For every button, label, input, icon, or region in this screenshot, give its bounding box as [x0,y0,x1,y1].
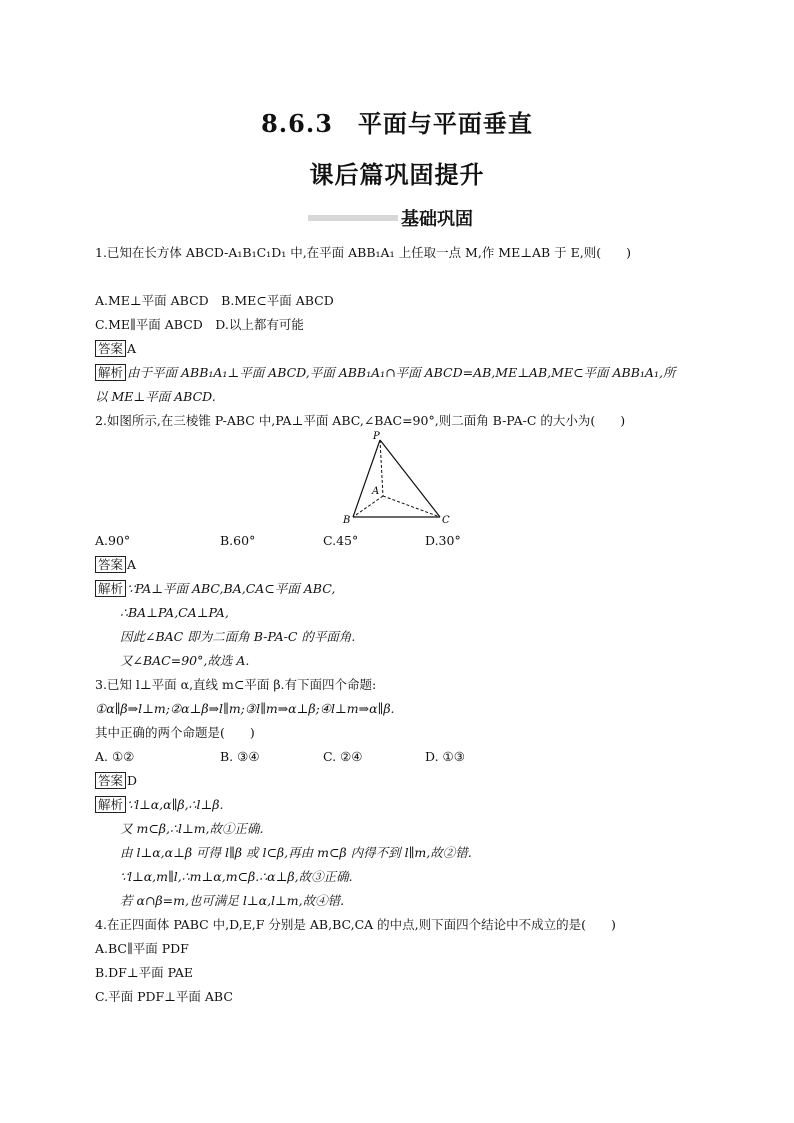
edge-pb [353,440,380,517]
q3-analysis-line1: ∵l⊥α,α∥β,∴l⊥β. [127,797,224,812]
section-bar [308,215,398,221]
tetrahedron-figure [335,430,465,530]
q3-analysis-line4: ∵l⊥α,m∥l,∴m⊥α,m⊂β.∴α⊥β,故③正确. [120,869,353,884]
q1-stem: 1.已知在长方体 ABCD-A₁B₁C₁D₁ 中,在平面 ABB₁A₁ 上任取一点 M,作 ME⊥AB 于 E,则( ) [95,245,631,260]
q2-analysis-line1: ∵PA⊥平面 ABC,BA,CA⊂平面 ABC, [127,581,336,596]
q1-answer-value: A [127,341,137,356]
q1-analysis-line1: 由于平面 ABB₁A₁⊥平面 ABCD,平面 ABB₁A₁∩平面 ABCD=AB,ME⊥AB,ME⊂平面 ABB₁A₁,所 [127,365,676,380]
q2-option-d: D.30° [425,533,461,548]
q2-analysis-line3: 因此∠BAC 即为二面角 B-PA-C 的平面角. [120,629,356,644]
q3-option-a: A. ①② [95,749,135,764]
analysis-tag: 解析 [95,364,126,381]
q3-analysis-line2: 又 m⊂β,∴l⊥m,故①正确. [120,821,264,836]
edge-ab [353,496,383,517]
q3-analysis-line3: 由 l⊥α,α⊥β 可得 l∥β 或 l⊂β,再由 m⊂β 内得不到 l∥m,故②错. [120,845,472,860]
q2-option-a: A.90° [95,533,131,548]
q3-propositions: ①α∥β⇒l⊥m;②α⊥β⇒l∥m;③l∥m⇒α⊥β;④l⊥m⇒α∥β. [95,701,395,716]
edge-pa [380,440,383,496]
q3-answer-value: D [127,773,138,788]
q1-analysis [95,364,675,382]
label-a: A [372,486,380,497]
q3-answer [95,772,137,790]
q4-option-b: B.DF⊥平面 PAE [95,965,193,980]
q3-option-b: B. ③④ [220,749,260,764]
q4-stem: 4.在正四面体 PABC 中,D,E,F 分别是 AB,BC,CA 的中点,则下面四个结论中不成立的是( ) [95,917,616,932]
q3-analysis [95,796,223,814]
q2-analysis-line4: 又∠BAC=90°,故选 A. [120,653,250,668]
label-b: B [343,515,351,526]
q2-answer-value: A [127,557,137,572]
section-title: 基础巩固 [401,209,473,230]
q2-option-b: B.60° [220,533,256,548]
page-subtitle: 课后篇巩固提升 [309,160,485,189]
q3-option-d: D. ①③ [425,749,465,764]
label-p: P [373,431,380,442]
analysis-tag: 解析 [95,580,126,597]
q4-option-c: C.平面 PDF⊥平面 ABC [95,989,233,1004]
q3-stem: 3.已知 l⊥平面 α,直线 m⊂平面 β.有下面四个命题: [95,677,377,692]
answer-tag: 答案 [95,340,126,357]
q4-option-a: A.BC∥平面 PDF [95,941,189,956]
q1-options-cd: C.ME∥平面 ABCD D.以上都有可能 [95,317,304,332]
q2-analysis [95,580,335,598]
q1-answer [95,340,136,358]
q2-analysis-line2: ∴BA⊥PA,CA⊥PA, [120,605,229,620]
q3-option-c: C. ②④ [323,749,363,764]
edge-pc [380,440,440,517]
page-title: 8.6.3 平面与平面垂直 [261,109,533,138]
answer-tag: 答案 [95,772,126,789]
q3-analysis-line5: 若 α∩β=m,也可满足 l⊥α,l⊥m,故④错. [120,893,345,908]
q2-option-c: C.45° [323,533,359,548]
q3-ask: 其中正确的两个命题是( ) [95,725,255,740]
analysis-tag: 解析 [95,796,126,813]
answer-tag: 答案 [95,556,126,573]
q2-answer [95,556,136,574]
q2-stem: 2.如图所示,在三棱锥 P-ABC 中,PA⊥平面 ABC,∠BAC=90°,则二面角 B-PA-C 的大小为( ) [95,413,626,428]
q1-options-ab: A.ME⊥平面 ABCD B.ME⊂平面 ABCD [95,293,334,308]
label-c: C [442,515,450,526]
q1-analysis-line2: 以 ME⊥平面 ABCD. [95,389,216,404]
